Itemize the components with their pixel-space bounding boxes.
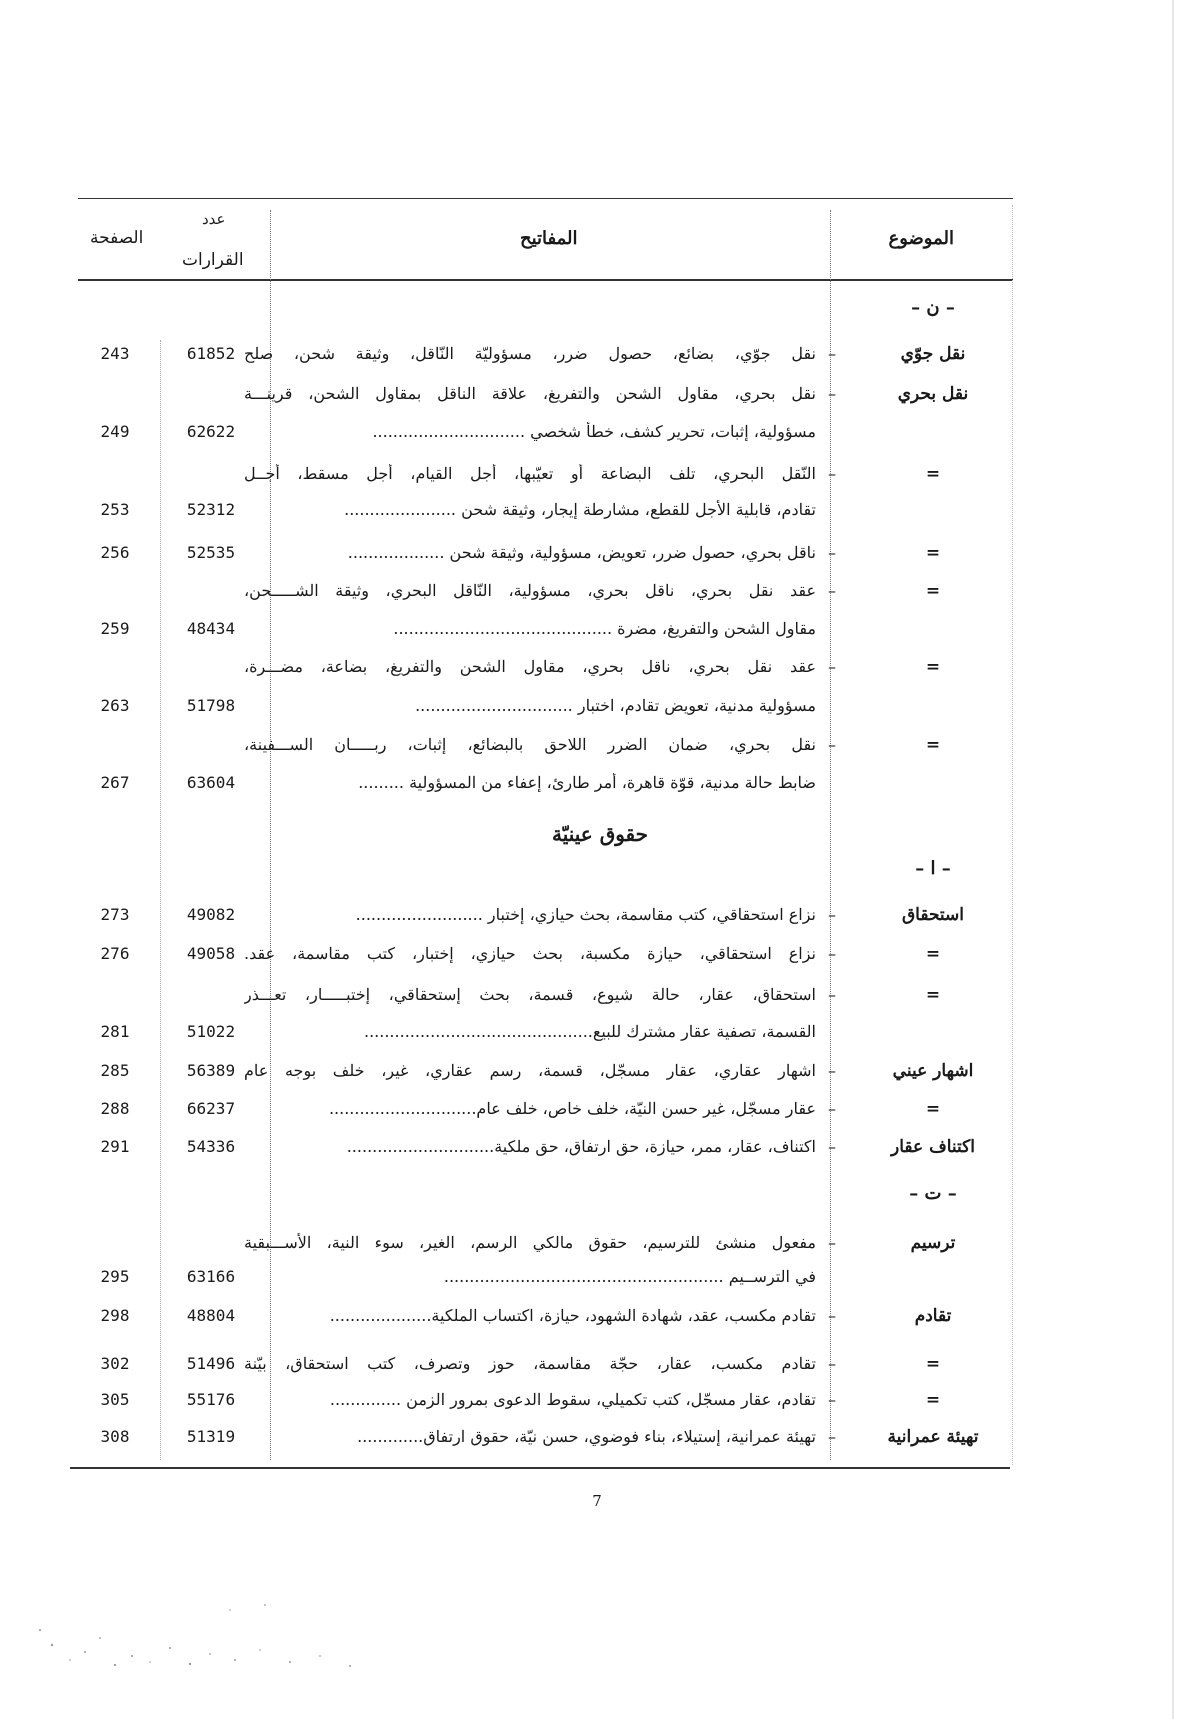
keywords-cell: القسمة، تصفية عقار مشترك للبيع............................................. xyxy=(364,1022,816,1041)
decision-number: 54336 xyxy=(186,1137,236,1156)
page-number: 7 xyxy=(592,1492,602,1510)
entry-dash: – xyxy=(828,985,836,1004)
keywords-cell: نقل بحري، ضمان الضرر اللاحق بالبضائع، إثبات، ربـــــان الســـفينة، xyxy=(244,735,816,754)
page-reference: 276 xyxy=(100,944,130,963)
letter-heading-alif: – ا – xyxy=(915,858,951,879)
keywords-cell: ضابط حالة مدنية، قوّة قاهرة، أمر طارئ، إعفاء من المسؤولية ......... xyxy=(358,773,816,792)
subject-cell: = xyxy=(925,464,941,484)
column-separator-page xyxy=(160,340,161,1460)
decision-number: 51496 xyxy=(186,1354,236,1373)
subject-cell: اكتناف عقار xyxy=(891,1137,975,1157)
subject-cell: اشهار عيني xyxy=(892,1061,974,1081)
keywords-cell: مسؤولية مدنية، تعويض تقادم، اختبار ............................... xyxy=(415,696,816,715)
entry-dash: – xyxy=(828,1427,836,1446)
decision-number: 48434 xyxy=(186,619,236,638)
keywords-cell: استحقاق، عقار، حالة شيوع، قسمة، بحث إستحقاقي، إختبـــــار، تعـــذر xyxy=(244,985,816,1004)
keywords-cell: نزاع استحقاقي، كتب مقاسمة، بحث حيازي، إختبار ......................... xyxy=(355,905,816,924)
entry-dash: – xyxy=(828,1233,836,1252)
page-reference: 298 xyxy=(100,1306,130,1325)
page-reference: 267 xyxy=(100,773,130,792)
header-decisions-line1: عدد xyxy=(202,210,226,228)
subject-cell: = xyxy=(925,1390,941,1410)
subject-cell: = xyxy=(925,735,941,755)
page-reference: 249 xyxy=(100,422,130,441)
entry-dash: – xyxy=(828,1137,836,1156)
decision-number: 62622 xyxy=(186,422,236,441)
keywords-cell: مقاول الشحن والتفريغ، مضرة ........................................... xyxy=(393,619,816,638)
keywords-cell: اكتناف، عقار، ممر، حيازة، حق ارتفاق، حق ملكية............................. xyxy=(346,1137,816,1156)
subject-cell: نقل جوّي xyxy=(900,344,966,364)
decision-number: 55176 xyxy=(186,1390,236,1409)
decision-number: 52535 xyxy=(186,543,236,562)
page-reference: 308 xyxy=(100,1427,130,1446)
entry-dash: – xyxy=(828,1306,836,1325)
scan-noise xyxy=(30,1590,390,1680)
entry-dash: – xyxy=(828,1390,836,1409)
page-reference: 291 xyxy=(100,1137,130,1156)
page-reference: 295 xyxy=(100,1267,130,1286)
entry-dash: – xyxy=(828,1354,836,1373)
entry-dash: – xyxy=(828,543,836,562)
page-reference: 263 xyxy=(100,696,130,715)
subject-cell: = xyxy=(925,944,941,964)
keywords-cell: تقادم، قابلية الأجل للقطع، مشارطة إيجار، وثيقة شحن ...................... xyxy=(344,500,816,519)
page-reference: 259 xyxy=(100,619,130,638)
decision-number: 61852 xyxy=(186,344,236,363)
page-reference: 273 xyxy=(100,905,130,924)
decision-number: 51022 xyxy=(186,1022,236,1041)
scan-edge xyxy=(1172,0,1174,1719)
subject-cell: نقل بحري xyxy=(897,384,969,404)
entry-dash: – xyxy=(828,384,836,403)
header-decisions-line2: القرارات xyxy=(182,250,244,270)
keywords-cell: تقادم، عقار مسجّل، كتب تكميلي، سقوط الدعوى بمرور الزمن .............. xyxy=(329,1390,816,1409)
header-page: الصفحة xyxy=(90,228,144,248)
page-reference: 243 xyxy=(100,344,130,363)
keywords-cell: نقل جوّي، بضائع، حصول ضرر، مسؤوليّة النّاقل، وثيقة شحن، صلح xyxy=(244,344,816,363)
subject-cell: = xyxy=(925,1099,941,1119)
entry-dash: – xyxy=(828,905,836,924)
keywords-cell: النّقل البحري، تلف البضاعة أو تعيّبها، أجل القيام، أجل مسقط، أجــل xyxy=(244,464,816,483)
subject-cell: = xyxy=(925,657,941,677)
page-reference: 253 xyxy=(100,500,130,519)
header-keywords: المفاتيح xyxy=(520,228,578,249)
decision-number: 66237 xyxy=(186,1099,236,1118)
decision-number: 52312 xyxy=(186,500,236,519)
letter-heading-nun: – ن – xyxy=(911,297,955,318)
entry-dash: – xyxy=(828,581,836,600)
page-reference: 281 xyxy=(100,1022,130,1041)
decision-number: 48804 xyxy=(186,1306,236,1325)
subject-cell: = xyxy=(925,1354,941,1374)
decision-number: 51319 xyxy=(186,1427,236,1446)
subject-cell: = xyxy=(925,543,941,563)
keywords-cell: ناقل بحري، حصول ضرر، تعويض، مسؤولية، وثيقة شحن ................... xyxy=(347,543,816,562)
subject-cell: استحقاق xyxy=(901,905,965,925)
subject-cell: تقادم xyxy=(914,1306,952,1326)
keywords-cell: في الترســيم ....................................................... xyxy=(443,1267,816,1286)
keywords-cell: اشهار عقاري، عقار مسجّل، قسمة، رسم عقاري، غير، خلف بوجه عام xyxy=(244,1061,816,1080)
subject-cell: = xyxy=(925,985,941,1005)
page-reference: 305 xyxy=(100,1390,130,1409)
keywords-cell: مفعول منشئ للترسيم، حقوق مالكي الرسم، الغير، سوء النية، الأســـبقية xyxy=(244,1233,816,1252)
keywords-cell: نزاع استحقاقي، حيازة مكسبة، بحث حيازي، إختبار، كتب مقاسمة، عقد. xyxy=(244,944,816,963)
decision-number: 56389 xyxy=(186,1061,236,1080)
table-bottom-rule xyxy=(70,1467,1010,1469)
keywords-cell: مسؤولية، إثبات، تحرير كشف، خطأ شخصي .............................. xyxy=(372,422,816,441)
keywords-cell: عقد نقل بحري، ناقل بحري، مسؤولية، النّاقل البحري، وثيقة الشـــــحن، xyxy=(244,581,816,600)
entry-dash: – xyxy=(828,464,836,483)
header-top-rule xyxy=(78,198,1013,199)
page-reference: 256 xyxy=(100,543,130,562)
entry-dash: – xyxy=(828,657,836,676)
page-reference: 288 xyxy=(100,1099,130,1118)
entry-dash: – xyxy=(828,1061,836,1080)
keywords-cell: عقار مسجّل، غير حسن النيّة، خلف خاص، خلف عام............................. xyxy=(328,1099,816,1118)
subject-cell: تهيئة عمرانية xyxy=(887,1427,979,1447)
decision-number: 49082 xyxy=(186,905,236,924)
header-subject: الموضوع xyxy=(888,228,954,249)
page-reference: 285 xyxy=(100,1061,130,1080)
keywords-cell: تقادم مكسب، عقار، حجّة مقاسمة، حوز وتصرف، كتب استحقاق، بيّنة xyxy=(244,1354,816,1373)
entry-dash: – xyxy=(828,344,836,363)
letter-heading-ta: – ت – xyxy=(909,1183,957,1204)
keywords-cell: تقادم مكسب، عقد، شهادة الشهود، حيازة، اكتساب الملكية.................... xyxy=(329,1306,816,1325)
keywords-cell: نقل بحري، مقاول الشحن والتفريغ، علاقة الناقل بمقاول الشحن، قرينـــة xyxy=(244,384,816,403)
keywords-cell: عقد نقل بحري، ناقل بحري، مقاول الشحن والتفريغ، بضاعة، مضـــرة، xyxy=(244,657,816,676)
header-bottom-rule xyxy=(78,279,1013,281)
entry-dash: – xyxy=(828,944,836,963)
decision-number: 63604 xyxy=(186,773,236,792)
subject-cell: ترسيم xyxy=(910,1233,956,1253)
entry-dash: – xyxy=(828,1099,836,1118)
keywords-cell: تهيئة عمرانية، إستيلاء، بناء فوضوي، حسن نيّة، حقوق ارتفاق............. xyxy=(357,1427,816,1446)
section-title: حقوق عينيّة xyxy=(551,822,649,846)
entry-dash: – xyxy=(828,735,836,754)
page-reference: 302 xyxy=(100,1354,130,1373)
decision-number: 49058 xyxy=(186,944,236,963)
subject-cell: = xyxy=(925,581,941,601)
right-margin-mark xyxy=(1012,205,1013,1465)
decision-number: 63166 xyxy=(186,1267,236,1286)
decision-number: 51798 xyxy=(186,696,236,715)
